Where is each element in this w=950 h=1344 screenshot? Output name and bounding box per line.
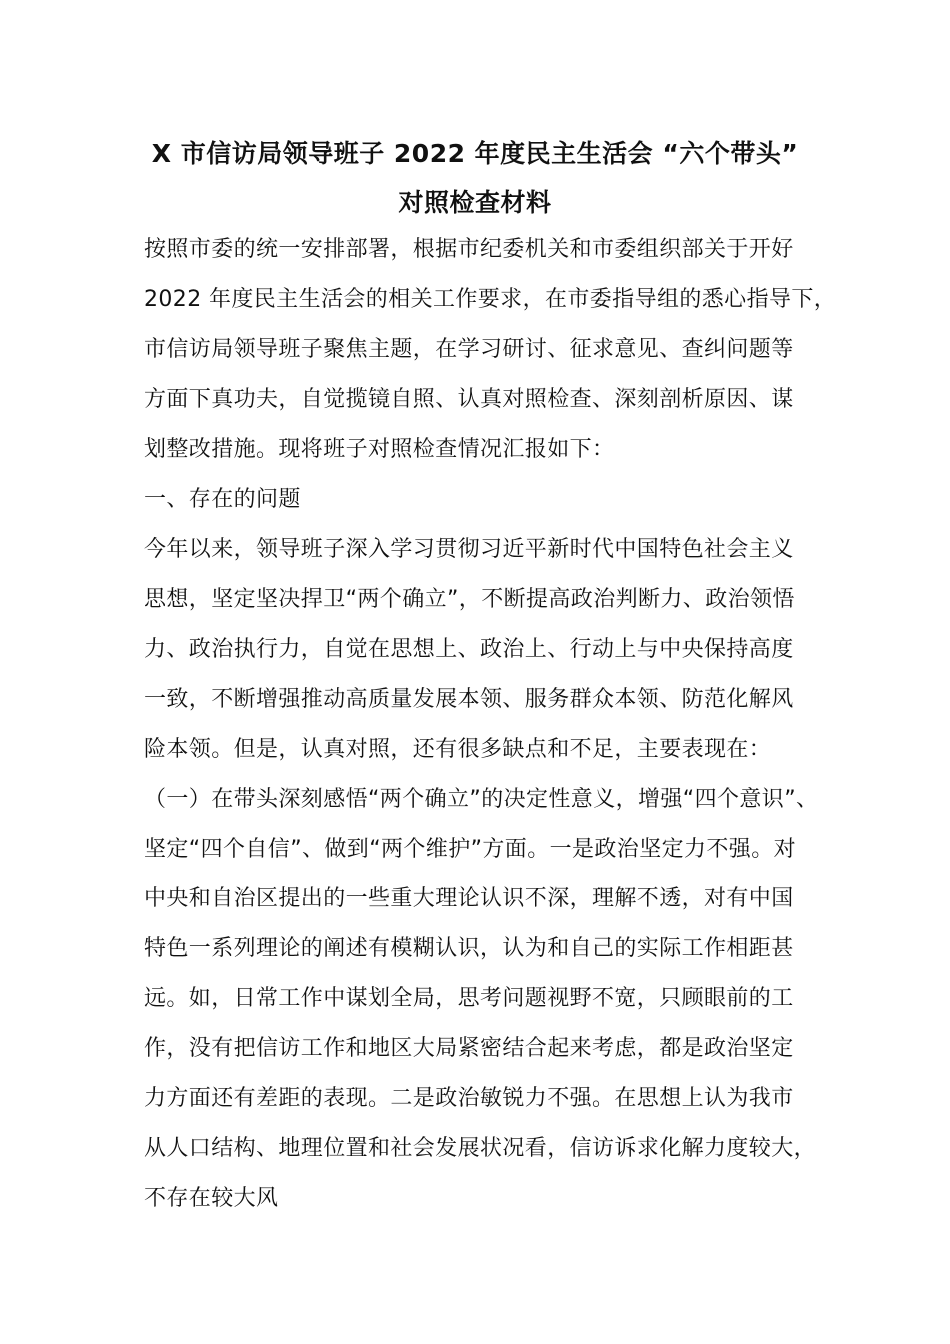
body-line-10: 一致，不断增强推动高质量发展本领、服务群众本领、防范化解风 [144, 687, 794, 712]
body-line-1: 按照市委的统一安排部署，根据市纪委机关和市委组织部关于开好 [144, 237, 794, 262]
body-line-20: 不存在较大风 [144, 1186, 279, 1211]
body-line-19: 从人口结构、地理位置和社会发展状况看，信访诉求化解力度较大， [144, 1136, 817, 1161]
body-line-12: （一）在带头深刻感悟“两个确立”的决定性意义，增强“四个意识”、 [144, 787, 819, 812]
body-line-18: 力方面还有差距的表现。二是政治敏锐力不强。在思想上认为我市 [144, 1086, 794, 1111]
body-line-8: 思想，坚定坚决捍卫“两个确立”，不断提高政治判断力、政治领悟 [144, 587, 795, 612]
body-line-17: 作，没有把信访工作和地区大局紧密结合起来考虑，都是政治坚定 [144, 1036, 794, 1061]
body-line-3: 市信访局领导班子聚焦主题，在学习研讨、征求意见、查纠问题等 [144, 337, 794, 362]
body-line-13: 坚定“四个自信”、做到“两个维护”方面。一是政治坚定力不强。对 [144, 837, 796, 862]
body-line-9: 力、政治执行力，自觉在思想上、政治上、行动上与中央保持高度 [144, 637, 794, 662]
body-line-2: 2022 年度民主生活会的相关工作要求，在市委指导组的悉心指导下， [144, 287, 837, 312]
body-line-11: 险本领。但是，认真对照，还有很多缺点和不足，主要表现在： [144, 737, 772, 762]
body-line-15: 特色一系列理论的阐述有模糊认识，认为和自己的实际工作相距甚 [144, 936, 794, 961]
body-line-7: 今年以来，领导班子深入学习贯彻习近平新时代中国特色社会主义 [144, 537, 794, 562]
section-heading-problems: 一、存在的问题 [144, 487, 301, 512]
body-line-5: 划整改措施。现将班子对照检查情况汇报如下： [144, 437, 615, 462]
document-title-line-1: X 市信访局领导班子 2022 年度民主生活会 “六个带头” [151, 139, 799, 168]
body-line-16: 远。如，日常工作中谋划全局，思考问题视野不宽，只顾眼前的工 [144, 986, 794, 1011]
body-line-4: 方面下真功夫，自觉揽镜自照、认真对照检查、深刻剖析原因、谋 [144, 387, 794, 412]
document-title-line-2: 对照检查材料 [398, 188, 552, 217]
body-line-14: 中央和自治区提出的一些重大理论认识不深，理解不透，对有中国 [144, 886, 794, 911]
